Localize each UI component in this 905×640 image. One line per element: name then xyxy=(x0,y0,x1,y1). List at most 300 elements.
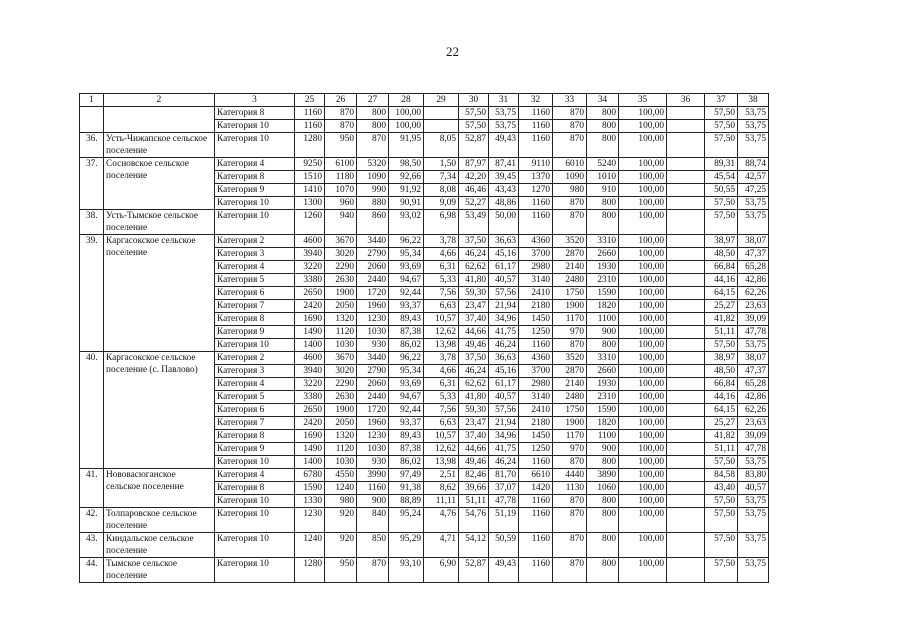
value-cell: 900 xyxy=(587,326,619,339)
column-header: 38 xyxy=(738,94,769,107)
value-cell: 86,02 xyxy=(389,456,424,469)
value-cell: 1010 xyxy=(587,171,619,184)
value-cell: 800 xyxy=(587,533,619,558)
value-cell: 1030 xyxy=(325,339,357,352)
value-cell: 57,50 xyxy=(705,508,738,533)
value-cell: 59,30 xyxy=(459,404,489,417)
value-cell: 1160 xyxy=(519,558,553,583)
value-cell: 3310 xyxy=(587,235,619,248)
value-cell xyxy=(667,456,705,469)
value-cell: 44,66 xyxy=(459,326,489,339)
value-cell: 91,95 xyxy=(389,133,424,158)
value-cell: 1160 xyxy=(295,120,325,133)
column-header: 33 xyxy=(553,94,587,107)
category-cell: Категория 4 xyxy=(215,469,295,482)
value-cell: 25,27 xyxy=(705,417,738,430)
value-cell: 4550 xyxy=(325,469,357,482)
value-cell: 3670 xyxy=(325,352,357,365)
value-cell: 3700 xyxy=(519,248,553,261)
value-cell: 1280 xyxy=(295,133,325,158)
table-row xyxy=(80,352,769,365)
value-cell: 10,57 xyxy=(424,313,459,326)
value-cell: 2050 xyxy=(325,417,357,430)
row-number: 43. xyxy=(80,533,104,558)
value-cell: 13,98 xyxy=(424,339,459,352)
value-cell: 64,15 xyxy=(705,287,738,300)
value-cell: 1300 xyxy=(295,197,325,210)
value-cell: 82,46 xyxy=(459,469,489,482)
value-cell: 1090 xyxy=(553,171,587,184)
value-cell xyxy=(667,404,705,417)
settlement-name xyxy=(104,107,215,133)
value-cell: 3940 xyxy=(295,248,325,261)
column-header: 2 xyxy=(104,94,215,107)
value-cell xyxy=(667,352,705,365)
value-cell: 2140 xyxy=(553,378,587,391)
value-cell: 1230 xyxy=(295,508,325,533)
category-cell: Категория 8 xyxy=(215,313,295,326)
value-cell: 92,66 xyxy=(389,171,424,184)
row-number: 41. xyxy=(80,469,104,508)
value-cell xyxy=(667,469,705,482)
value-cell: 6010 xyxy=(553,158,587,171)
value-cell xyxy=(667,158,705,171)
value-cell: 1590 xyxy=(295,482,325,495)
column-header: 3 xyxy=(215,94,295,107)
value-cell: 92,44 xyxy=(389,404,424,417)
value-cell: 870 xyxy=(553,495,587,508)
value-cell: 1930 xyxy=(587,378,619,391)
value-cell: 4360 xyxy=(519,235,553,248)
header-row xyxy=(80,94,769,107)
value-cell: 3,78 xyxy=(424,235,459,248)
value-cell: 62,26 xyxy=(738,404,769,417)
value-cell: 42,20 xyxy=(459,171,489,184)
value-cell: 1930 xyxy=(587,261,619,274)
value-cell: 86,02 xyxy=(389,339,424,352)
row-number: 42. xyxy=(80,508,104,533)
value-cell: 94,67 xyxy=(389,274,424,287)
value-cell: 1690 xyxy=(295,313,325,326)
column-header: 34 xyxy=(587,94,619,107)
value-cell: 49,46 xyxy=(459,339,489,352)
value-cell: 6100 xyxy=(325,158,357,171)
value-cell: 39,09 xyxy=(738,430,769,443)
value-cell: 37,50 xyxy=(459,352,489,365)
value-cell: 98,50 xyxy=(389,158,424,171)
value-cell xyxy=(667,365,705,378)
value-cell: 41,80 xyxy=(459,274,489,287)
value-cell: 12,62 xyxy=(424,443,459,456)
value-cell: 25,27 xyxy=(705,300,738,313)
value-cell: 53,75 xyxy=(738,339,769,352)
column-header: 27 xyxy=(357,94,389,107)
value-cell: 100,00 xyxy=(619,469,667,482)
value-cell: 100,00 xyxy=(619,352,667,365)
value-cell: 6,31 xyxy=(424,261,459,274)
value-cell: 2310 xyxy=(587,274,619,287)
value-cell: 1900 xyxy=(325,404,357,417)
value-cell: 57,50 xyxy=(705,456,738,469)
value-cell: 800 xyxy=(357,120,389,133)
value-cell: 1900 xyxy=(325,287,357,300)
value-cell: 23,63 xyxy=(738,300,769,313)
value-cell: 870 xyxy=(553,210,587,235)
value-cell: 100,00 xyxy=(619,107,667,120)
column-header: 31 xyxy=(489,94,519,107)
value-cell: 1510 xyxy=(295,171,325,184)
value-cell: 1160 xyxy=(357,482,389,495)
value-cell xyxy=(667,533,705,558)
value-cell: 850 xyxy=(357,533,389,558)
value-cell: 900 xyxy=(357,495,389,508)
category-cell: Категория 8 xyxy=(215,171,295,184)
value-cell: 38,97 xyxy=(705,352,738,365)
value-cell: 950 xyxy=(325,133,357,158)
value-cell: 870 xyxy=(553,533,587,558)
value-cell: 3310 xyxy=(587,352,619,365)
category-cell: Категория 8 xyxy=(215,430,295,443)
value-cell: 870 xyxy=(325,107,357,120)
value-cell xyxy=(667,326,705,339)
value-cell: 930 xyxy=(357,456,389,469)
value-cell: 9,09 xyxy=(424,197,459,210)
value-cell: 3,78 xyxy=(424,352,459,365)
value-cell: 800 xyxy=(587,558,619,583)
value-cell xyxy=(667,261,705,274)
value-cell: 100,00 xyxy=(619,482,667,495)
value-cell: 100,00 xyxy=(619,339,667,352)
value-cell: 38,07 xyxy=(738,235,769,248)
value-cell: 100,00 xyxy=(619,197,667,210)
value-cell: 46,24 xyxy=(489,339,519,352)
value-cell: 52,87 xyxy=(459,558,489,583)
category-cell: Категория 9 xyxy=(215,184,295,197)
value-cell: 100,00 xyxy=(619,248,667,261)
table-row xyxy=(80,469,769,482)
category-cell: Категория 10 xyxy=(215,456,295,469)
value-cell: 88,89 xyxy=(389,495,424,508)
settlement-name: Тымское сельское поселение xyxy=(104,558,215,583)
value-cell: 1160 xyxy=(295,107,325,120)
value-cell: 1250 xyxy=(519,443,553,456)
value-cell: 36,63 xyxy=(489,235,519,248)
value-cell: 2310 xyxy=(587,391,619,404)
category-cell: Категория 5 xyxy=(215,274,295,287)
value-cell: 1820 xyxy=(587,417,619,430)
value-cell: 1160 xyxy=(519,456,553,469)
tariff-table xyxy=(79,93,769,583)
category-cell: Категория 10 xyxy=(215,133,295,158)
value-cell xyxy=(667,274,705,287)
value-cell: 92,44 xyxy=(389,287,424,300)
value-cell: 23,47 xyxy=(459,300,489,313)
value-cell: 47,78 xyxy=(489,495,519,508)
value-cell: 53,75 xyxy=(738,120,769,133)
value-cell: 2480 xyxy=(553,391,587,404)
value-cell: 3020 xyxy=(325,248,357,261)
value-cell: 1070 xyxy=(325,184,357,197)
value-cell: 87,97 xyxy=(459,158,489,171)
value-cell: 40,57 xyxy=(489,391,519,404)
value-cell: 870 xyxy=(553,456,587,469)
category-cell: Категория 10 xyxy=(215,533,295,558)
value-cell: 43,40 xyxy=(705,482,738,495)
category-cell: Категория 8 xyxy=(215,482,295,495)
value-cell: 870 xyxy=(553,558,587,583)
value-cell: 100,00 xyxy=(619,158,667,171)
value-cell: 2180 xyxy=(519,417,553,430)
value-cell: 1720 xyxy=(357,287,389,300)
value-cell: 40,57 xyxy=(489,274,519,287)
category-cell: Категория 10 xyxy=(215,495,295,508)
value-cell: 40,57 xyxy=(738,482,769,495)
settlement-name: Нововасюганское сельское поселение xyxy=(104,469,215,508)
row-number xyxy=(80,107,104,133)
value-cell xyxy=(667,313,705,326)
value-cell: 41,80 xyxy=(459,391,489,404)
value-cell: 3890 xyxy=(587,469,619,482)
column-header: 35 xyxy=(619,94,667,107)
category-cell: Категория 4 xyxy=(215,158,295,171)
value-cell xyxy=(667,107,705,120)
value-cell: 1250 xyxy=(519,326,553,339)
category-cell: Категория 10 xyxy=(215,508,295,533)
value-cell: 11,11 xyxy=(424,495,459,508)
value-cell: 100,00 xyxy=(619,300,667,313)
value-cell: 1120 xyxy=(325,443,357,456)
value-cell: 53,75 xyxy=(738,107,769,120)
value-cell: 6,63 xyxy=(424,300,459,313)
value-cell: 93,69 xyxy=(389,261,424,274)
value-cell: 1450 xyxy=(519,313,553,326)
value-cell: 2,51 xyxy=(424,469,459,482)
value-cell: 1240 xyxy=(295,533,325,558)
value-cell: 61,17 xyxy=(489,261,519,274)
value-cell: 3520 xyxy=(553,352,587,365)
value-cell: 980 xyxy=(553,184,587,197)
value-cell: 81,70 xyxy=(489,469,519,482)
value-cell: 96,22 xyxy=(389,235,424,248)
value-cell: 960 xyxy=(325,197,357,210)
value-cell: 800 xyxy=(587,339,619,352)
value-cell: 3380 xyxy=(295,391,325,404)
column-header: 29 xyxy=(424,94,459,107)
value-cell: 3670 xyxy=(325,235,357,248)
value-cell: 57,50 xyxy=(459,107,489,120)
value-cell: 8,08 xyxy=(424,184,459,197)
value-cell: 100,00 xyxy=(619,456,667,469)
value-cell: 57,50 xyxy=(705,197,738,210)
value-cell: 93,69 xyxy=(389,378,424,391)
value-cell: 4,66 xyxy=(424,365,459,378)
value-cell: 2180 xyxy=(519,300,553,313)
value-cell: 1160 xyxy=(519,339,553,352)
value-cell: 4440 xyxy=(553,469,587,482)
value-cell: 100,00 xyxy=(619,313,667,326)
value-cell: 89,31 xyxy=(705,158,738,171)
value-cell: 57,50 xyxy=(705,495,738,508)
value-cell: 49,46 xyxy=(459,456,489,469)
value-cell: 48,50 xyxy=(705,248,738,261)
value-cell: 1900 xyxy=(553,300,587,313)
value-cell: 8,05 xyxy=(424,133,459,158)
value-cell: 41,82 xyxy=(705,430,738,443)
value-cell: 9250 xyxy=(295,158,325,171)
value-cell: 100,00 xyxy=(619,365,667,378)
value-cell: 1960 xyxy=(357,300,389,313)
value-cell: 47,78 xyxy=(738,443,769,456)
value-cell: 1370 xyxy=(519,171,553,184)
value-cell: 10,57 xyxy=(424,430,459,443)
value-cell xyxy=(667,287,705,300)
value-cell: 87,38 xyxy=(389,443,424,456)
value-cell: 100,00 xyxy=(619,391,667,404)
value-cell: 46,24 xyxy=(459,365,489,378)
row-number: 38. xyxy=(80,210,104,235)
row-number: 36. xyxy=(80,133,104,158)
value-cell: 38,97 xyxy=(705,235,738,248)
value-cell: 36,63 xyxy=(489,352,519,365)
value-cell: 64,15 xyxy=(705,404,738,417)
value-cell: 4,76 xyxy=(424,508,459,533)
value-cell: 21,94 xyxy=(489,300,519,313)
value-cell: 66,84 xyxy=(705,261,738,274)
value-cell: 1160 xyxy=(519,120,553,133)
value-cell: 1330 xyxy=(295,495,325,508)
category-cell: Категория 4 xyxy=(215,261,295,274)
value-cell: 880 xyxy=(357,197,389,210)
column-header: 26 xyxy=(325,94,357,107)
value-cell: 93,37 xyxy=(389,417,424,430)
value-cell: 1260 xyxy=(295,210,325,235)
value-cell: 5320 xyxy=(357,158,389,171)
value-cell: 34,96 xyxy=(489,313,519,326)
value-cell: 93,02 xyxy=(389,210,424,235)
value-cell: 870 xyxy=(553,339,587,352)
value-cell: 1320 xyxy=(325,430,357,443)
value-cell: 89,43 xyxy=(389,313,424,326)
value-cell xyxy=(667,443,705,456)
value-cell: 100,00 xyxy=(619,508,667,533)
value-cell: 1120 xyxy=(325,326,357,339)
value-cell: 87,38 xyxy=(389,326,424,339)
value-cell: 1960 xyxy=(357,417,389,430)
value-cell: 8,62 xyxy=(424,482,459,495)
value-cell: 2790 xyxy=(357,365,389,378)
category-cell: Категория 9 xyxy=(215,443,295,456)
value-cell: 100,00 xyxy=(619,274,667,287)
value-cell: 45,54 xyxy=(705,171,738,184)
value-cell: 2290 xyxy=(325,378,357,391)
table-row xyxy=(80,133,769,158)
value-cell: 93,10 xyxy=(389,558,424,583)
table-row xyxy=(80,558,769,583)
column-header: 30 xyxy=(459,94,489,107)
value-cell: 100,00 xyxy=(619,261,667,274)
value-cell: 800 xyxy=(587,495,619,508)
value-cell: 1320 xyxy=(325,313,357,326)
value-cell: 800 xyxy=(587,197,619,210)
value-cell: 1900 xyxy=(553,417,587,430)
value-cell: 62,26 xyxy=(738,287,769,300)
value-cell: 7,34 xyxy=(424,171,459,184)
value-cell xyxy=(667,508,705,533)
category-cell: Категория 2 xyxy=(215,352,295,365)
value-cell: 800 xyxy=(587,120,619,133)
value-cell: 57,50 xyxy=(705,533,738,558)
value-cell: 46,24 xyxy=(489,456,519,469)
category-cell: Категория 7 xyxy=(215,417,295,430)
value-cell: 46,46 xyxy=(459,184,489,197)
value-cell: 1170 xyxy=(553,430,587,443)
value-cell: 44,66 xyxy=(459,443,489,456)
value-cell: 57,50 xyxy=(705,210,738,235)
value-cell: 1160 xyxy=(519,197,553,210)
value-cell: 5240 xyxy=(587,158,619,171)
value-cell: 3140 xyxy=(519,274,553,287)
value-cell: 95,34 xyxy=(389,365,424,378)
settlement-name: Усть-Чижапское сельское поселение xyxy=(104,133,215,158)
value-cell: 100,00 xyxy=(619,378,667,391)
value-cell: 6,90 xyxy=(424,558,459,583)
value-cell: 870 xyxy=(357,558,389,583)
settlement-name: Толпаровское сельское поселение xyxy=(104,508,215,533)
value-cell: 100,00 xyxy=(619,417,667,430)
value-cell: 2420 xyxy=(295,300,325,313)
value-cell: 45,16 xyxy=(489,365,519,378)
value-cell: 49,43 xyxy=(489,133,519,158)
value-cell: 1750 xyxy=(553,404,587,417)
value-cell: 2060 xyxy=(357,378,389,391)
value-cell: 95,29 xyxy=(389,533,424,558)
value-cell: 42,57 xyxy=(738,171,769,184)
value-cell: 910 xyxy=(587,184,619,197)
value-cell: 51,19 xyxy=(489,508,519,533)
value-cell: 96,22 xyxy=(389,352,424,365)
value-cell xyxy=(667,339,705,352)
value-cell: 48,86 xyxy=(489,197,519,210)
value-cell: 1720 xyxy=(357,404,389,417)
category-cell: Категория 7 xyxy=(215,300,295,313)
value-cell: 1160 xyxy=(519,495,553,508)
category-cell: Категория 10 xyxy=(215,339,295,352)
value-cell: 95,34 xyxy=(389,248,424,261)
value-cell xyxy=(667,558,705,583)
value-cell: 65,28 xyxy=(738,378,769,391)
table-row xyxy=(80,210,769,235)
value-cell: 100,00 xyxy=(389,120,424,133)
value-cell: 1410 xyxy=(295,184,325,197)
value-cell: 47,78 xyxy=(738,326,769,339)
value-cell: 1160 xyxy=(519,210,553,235)
value-cell: 800 xyxy=(587,456,619,469)
value-cell: 62,62 xyxy=(459,261,489,274)
value-cell: 100,00 xyxy=(619,430,667,443)
value-cell: 4360 xyxy=(519,352,553,365)
value-cell: 53,75 xyxy=(738,456,769,469)
value-cell: 54,76 xyxy=(459,508,489,533)
category-cell: Категория 10 xyxy=(215,210,295,235)
value-cell: 89,43 xyxy=(389,430,424,443)
value-cell: 4600 xyxy=(295,352,325,365)
value-cell: 1400 xyxy=(295,456,325,469)
value-cell: 2660 xyxy=(587,365,619,378)
value-cell: 6,63 xyxy=(424,417,459,430)
value-cell: 3990 xyxy=(357,469,389,482)
value-cell: 66,84 xyxy=(705,378,738,391)
value-cell: 100,00 xyxy=(619,171,667,184)
